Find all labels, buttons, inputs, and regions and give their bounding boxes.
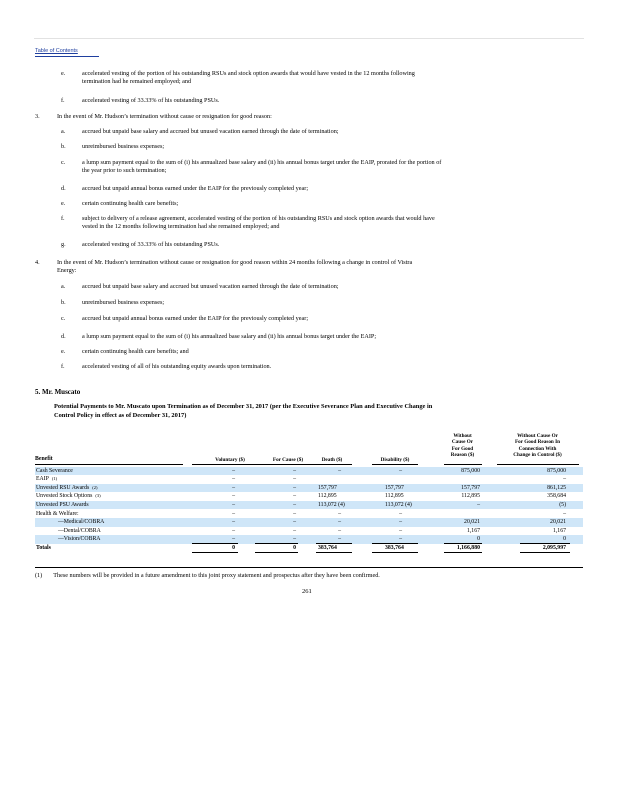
table-cell-benefit (58, 535, 101, 543)
table-cell-without-cause: – (477, 501, 480, 508)
list-item-text: unreimbursed business expenses; (82, 299, 165, 306)
table-cell-cic: 875,000 (547, 467, 566, 474)
total-rule (520, 543, 570, 544)
footnote-ref: (1) (51, 476, 58, 482)
table-cell-benefit (58, 518, 104, 526)
row-band (35, 535, 583, 544)
toc-underline (35, 56, 99, 57)
table-cell-cic: – (563, 510, 566, 517)
table-cell-voluntary: – (232, 536, 235, 543)
table-cell-death: – (338, 527, 341, 534)
list-item-text: vested in the 12 months following termination had she remained employed; and (82, 223, 280, 230)
header-line: Cause Or (451, 439, 474, 446)
table-cell-cic: 358,684 (547, 493, 566, 500)
list-item-text: unreimbursed business expenses; (82, 143, 165, 150)
header-line: Connection With (518, 445, 557, 452)
header-line: For Good (451, 445, 474, 452)
benefit-label: Unvested PSU Awards (36, 501, 89, 508)
list-item-text: accrued but unpaid annual bonus earned under the EAIP for the previously completed year; (82, 315, 309, 322)
benefit-label: Totals (36, 544, 51, 551)
list-item-text: a lump sum payment equal to the sum of (i) his annualized base salary and (ii) his annual bonus target under the EAIP; (82, 333, 377, 340)
row-band (35, 518, 583, 527)
section-title: 5. Mr. Muscato (35, 388, 81, 396)
list-item-text: a lump sum payment equal to the sum of (i) his annualized base salary and (ii) his annual bonus target under the EAIP, prorated for the portion of (82, 159, 442, 166)
list-label: e. (61, 200, 66, 207)
table-cell-without-cause: 0 (477, 536, 480, 543)
header-rule (34, 38, 584, 39)
table-cell-voluntary: – (232, 510, 235, 517)
list-label: f. (61, 363, 65, 370)
header-line: Without Cause Or (517, 433, 558, 439)
list-item-text: accelerated vesting of the portion of his outstanding RSUs and stock option awards that would have vested in the 12 months following (82, 70, 415, 77)
list-item-text: accrued but unpaid base salary and accrued but unused vacation earned through the date of termination; (82, 283, 339, 290)
list-label: g. (61, 241, 66, 248)
page-number: 261 (302, 588, 312, 595)
table-cell-disability: – (399, 467, 402, 474)
list-item-text: subject to delivery of a release agreement, accelerated vesting of the portion of his outstanding RSUs and stock option awards that would have (82, 215, 435, 222)
benefit-label: Unvested RSU Awards (36, 484, 90, 491)
table-cell-for-cause: – (293, 493, 296, 500)
benefit-label: Health & Welfare: (36, 510, 79, 517)
total-rule (255, 543, 298, 544)
table-cell-voluntary: – (232, 476, 235, 483)
table-cell-benefit (36, 484, 98, 492)
list-label: a. (61, 283, 66, 290)
row-band (35, 501, 583, 510)
list-item-text: accelerated vesting of all of his outstanding equity awards upon termination. (82, 363, 272, 370)
table-cell-cic: 0 (563, 536, 566, 543)
table-cell-cic: 2,095,997 (542, 544, 566, 551)
header-underline (252, 464, 324, 465)
table-cell-voluntary: – (232, 467, 235, 474)
row-band (35, 467, 583, 476)
table-cell-benefit (36, 492, 101, 500)
table-cell-cic: – (563, 476, 566, 483)
list-item-text: accelerated vesting of 33.33% of his outstanding PSUs. (82, 241, 220, 248)
table-cell-for-cause: 0 (293, 544, 296, 551)
table-cell-disability: 112,895 (385, 493, 404, 500)
table-cell-for-cause: – (293, 536, 296, 543)
list-label: d. (61, 333, 66, 340)
header-benefit: Benefit (35, 456, 53, 462)
table-cell-voluntary: 0 (232, 544, 235, 551)
footnote-rule (35, 567, 583, 568)
item-number: 3. (35, 113, 40, 120)
header-underline (372, 464, 418, 465)
list-item-text: accelerated vesting of 33.33% of his outstanding PSUs. (82, 97, 220, 104)
table-cell-disability: – (399, 519, 402, 526)
table-cell-death: – (338, 467, 341, 474)
list-label: c. (61, 315, 66, 322)
table-cell-without-cause: 1,167 (466, 527, 480, 534)
total-rule (316, 552, 352, 553)
footnote-ref: (2) (92, 484, 98, 490)
item-text: In the event of Mr. Hudson’s termination without cause or resignation for good reason: (57, 113, 272, 120)
table-cell-death: 113,072 (4) (318, 501, 345, 508)
table-cell-for-cause: – (293, 510, 296, 517)
table-cell-for-cause: – (293, 519, 296, 526)
header-underline (35, 464, 183, 465)
list-label: c. (61, 159, 66, 166)
total-rule (444, 543, 482, 544)
table-cell-cic: 20,021 (550, 519, 566, 526)
table-cell-without-cause: 20,021 (464, 519, 480, 526)
list-item-text: certain continuing health care benefits; (82, 200, 179, 207)
list-label: e. (61, 348, 66, 355)
table-of-contents-link[interactable]: Table of Contents (35, 48, 78, 54)
table-caption-line-2: Control Policy in effect as of December 31, 2017) (54, 412, 187, 419)
header-line: Without (453, 433, 472, 439)
header-line: Reason ($) (450, 452, 475, 459)
list-label: e. (61, 70, 66, 77)
header-death: Death ($) (321, 457, 343, 463)
table-cell-without-cause: 875,000 (461, 467, 480, 474)
table-cell-death: 383,764 (318, 544, 337, 551)
header-line: Change in Control ($) (513, 452, 562, 459)
table-cell-voluntary: – (232, 484, 235, 491)
header-change-in-control (495, 433, 580, 459)
list-item-text: accrued but unpaid annual bonus earned under the EAIP for the previously completed year; (82, 185, 309, 192)
table-cell-death: – (338, 536, 341, 543)
table-cell-disability: 383,764 (385, 544, 404, 551)
table-cell-for-cause: – (293, 484, 296, 491)
table-cell-voluntary: – (232, 493, 235, 500)
item-number: 4. (35, 259, 40, 266)
table-cell-voluntary: – (232, 519, 235, 526)
table-cell-death: – (338, 519, 341, 526)
total-rule (316, 543, 352, 544)
table-cell-for-cause: – (293, 476, 296, 483)
header-underline (497, 464, 579, 465)
total-rule (372, 543, 418, 544)
benefit-label: Cash Severance (36, 467, 73, 474)
table-cell-voluntary: – (232, 501, 235, 508)
header-for-cause: For Cause ($) (272, 457, 304, 463)
total-rule (255, 552, 298, 553)
table-cell-death: 112,895 (318, 493, 337, 500)
header-underline (444, 464, 482, 465)
table-cell-disability: – (399, 510, 402, 517)
table-cell-disability: 113,072 (4) (385, 501, 412, 508)
table-cell-benefit (36, 501, 89, 509)
list-label: a. (61, 128, 66, 135)
item-text: Energy: (57, 267, 77, 274)
footnote-text: These numbers will be provided in a future amendment to this joint proxy statement and prospectus after they have been confirmed. (53, 572, 380, 579)
footnote-ref: (3) (95, 493, 101, 499)
table-cell-without-cause: 1,166,880 (456, 544, 480, 551)
table-cell-benefit (36, 510, 79, 518)
header-line: For Good Reason In (514, 439, 560, 446)
table-cell-without-cause: 112,895 (461, 493, 480, 500)
table-cell-death: – (338, 510, 341, 517)
total-rule (372, 552, 418, 553)
list-item-text: certain continuing health care benefits; and (82, 348, 189, 355)
table-cell-benefit (36, 544, 51, 552)
table-cell-voluntary: – (232, 527, 235, 534)
list-item-text: termination had he remained employed; and (82, 78, 192, 85)
list-label: d. (61, 185, 66, 192)
footnote-1 (35, 572, 380, 579)
total-rule (192, 552, 238, 553)
footnote-number: (1) (35, 572, 43, 579)
table-cell-cic: (5) (559, 501, 566, 508)
header-voluntary: Voluntary ($) (215, 457, 245, 463)
table-cell-disability: 157,797 (385, 484, 404, 491)
list-label: b. (61, 299, 66, 306)
table-cell-for-cause: – (293, 467, 296, 474)
total-rule (520, 552, 570, 553)
item-text: In the event of Mr. Hudson’s termination without cause or resignation for good reason within 24 months following a change in control of Vistra (57, 259, 413, 266)
header-without-cause (420, 433, 505, 459)
table-cell-cic: 1,167 (552, 527, 566, 534)
list-item-text: accrued but unpaid base salary and accrued but unused vacation earned through the date of termination; (82, 128, 339, 135)
benefit-label: Unvested Stock Options (36, 493, 93, 500)
benefit-label: —Medical/COBRA (58, 519, 105, 526)
row-band (35, 484, 583, 493)
benefit-label: EAIP (36, 476, 49, 483)
table-cell-disability: – (399, 527, 402, 534)
table-cell-benefit (36, 467, 73, 475)
table-cell-benefit (36, 475, 57, 483)
list-label: f. (61, 215, 65, 222)
benefit-label: —Vision/COBRA (58, 536, 101, 543)
list-label: f. (61, 97, 65, 104)
header-underline (316, 464, 352, 465)
list-item-text: the year prior to such termination; (82, 167, 167, 174)
total-rule (444, 552, 482, 553)
benefit-label: —Dental/COBRA (58, 527, 101, 534)
table-cell-benefit (58, 527, 101, 535)
table-cell-disability: – (399, 536, 402, 543)
table-cell-death: 157,797 (318, 484, 337, 491)
table-caption-line-1: Potential Payments to Mr. Muscato upon Termination as of December 31, 2017 (per the Executive Severance Plan and Executive Change in (54, 403, 433, 410)
header-disability: Disability ($) (380, 457, 410, 463)
table-cell-cic: 861,125 (547, 484, 566, 491)
table-cell-for-cause: – (293, 501, 296, 508)
table-cell-without-cause: 157,797 (461, 484, 480, 491)
list-label: b. (61, 143, 66, 150)
table-cell-for-cause: – (293, 527, 296, 534)
total-rule (192, 543, 238, 544)
